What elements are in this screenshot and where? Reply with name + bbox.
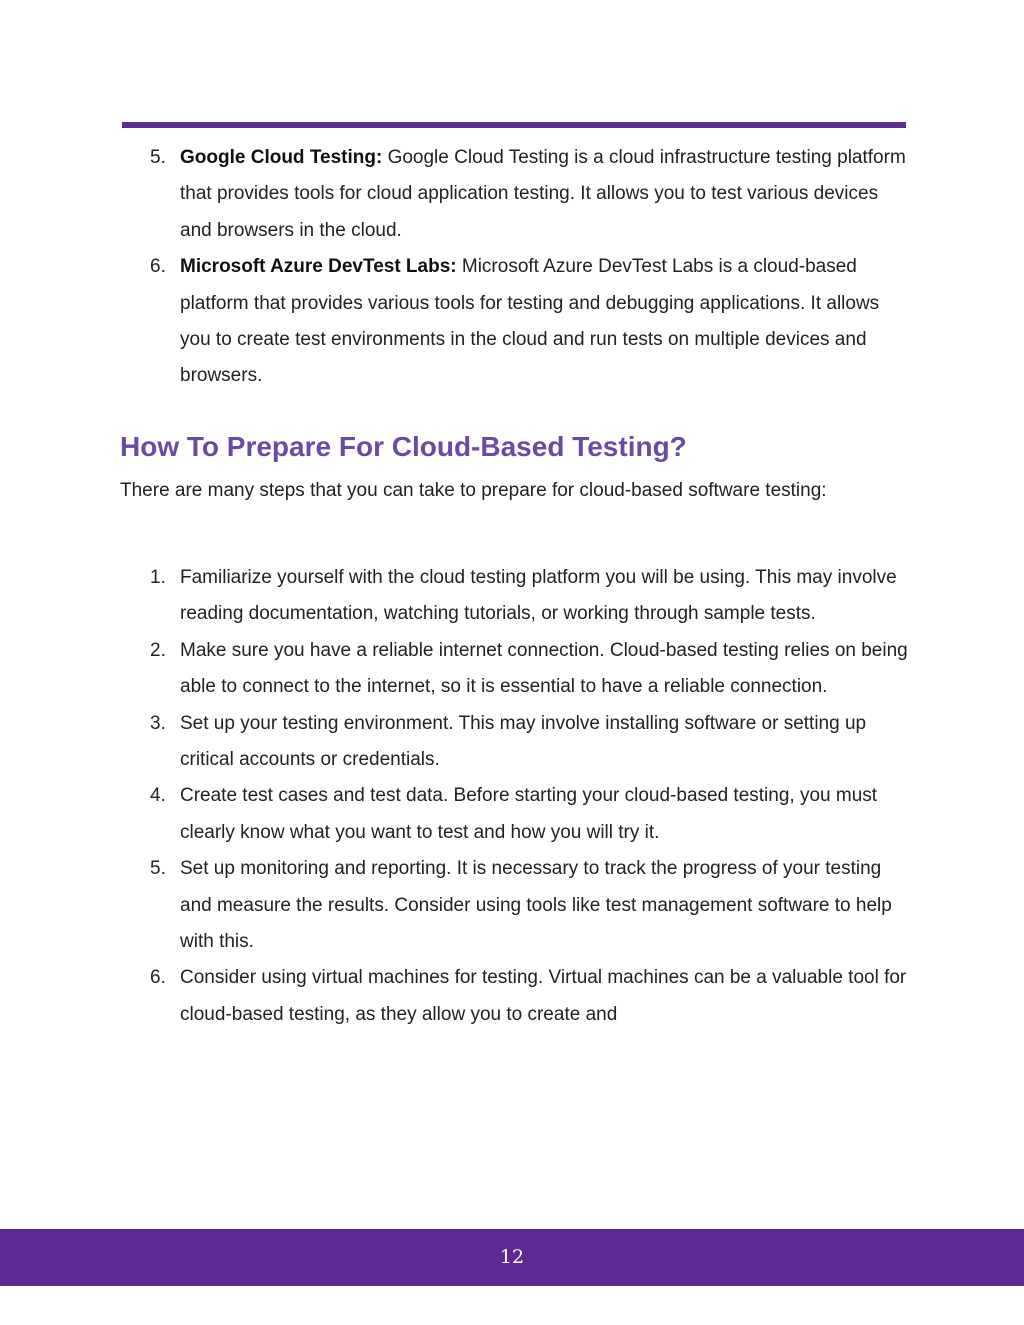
step-number: 1. bbox=[150, 567, 166, 588]
list-item-text: Microsoft Azure DevTest Labs is a cloud-based platform that provides various tools for testing and debugging applications. It allows you to create test environments in the cloud and run tests on multiple devices and browsers. bbox=[180, 256, 880, 387]
preparation-steps-list bbox=[122, 560, 912, 1033]
step-item bbox=[122, 960, 912, 1033]
list-item-number: 5. bbox=[150, 147, 166, 168]
step-text: Set up monitoring and reporting. It is necessary to track the progress of your testing and measure the results. Consider using tools like test management software to help with this. bbox=[180, 858, 892, 953]
list-item-title: Microsoft Azure DevTest Labs: bbox=[180, 256, 457, 278]
step-item bbox=[122, 706, 912, 779]
testing-tools-list bbox=[122, 140, 912, 395]
step-text: Consider using virtual machines for testing. Virtual machines can be a valuable tool for cloud-based testing, as they allow you to create and bbox=[180, 967, 907, 1025]
step-text: Set up your testing environment. This may involve installing software or setting up critical accounts or credentials. bbox=[180, 712, 867, 771]
step-item bbox=[122, 633, 912, 706]
page-number: 12 bbox=[499, 1246, 525, 1268]
step-text: Familiarize yourself with the cloud testing platform you will be using. This may involve reading documentation, watching tutorials, or working through sample tests. bbox=[180, 567, 897, 625]
step-item bbox=[122, 778, 912, 851]
step-text: Make sure you have a reliable internet connection. Cloud-based testing relies on being able to connect to the internet, so it is essential to have a reliable connection. bbox=[180, 639, 908, 698]
list-item-azure-devtest-labs bbox=[122, 249, 912, 395]
top-divider bbox=[122, 122, 906, 128]
list-item-google-cloud-testing bbox=[122, 140, 912, 249]
list-item-text: Google Cloud Testing is a cloud infrastructure testing platform that provides tools for cloud application testing. It allows you to test various devices and browsers in the cloud. bbox=[180, 147, 906, 241]
step-item bbox=[122, 851, 912, 960]
step-item bbox=[122, 560, 912, 633]
step-number: 2. bbox=[150, 639, 166, 661]
section-heading: How To Prepare For Cloud-Based Testing? bbox=[120, 431, 687, 462]
list-item-number: 6. bbox=[150, 256, 166, 278]
step-number: 4. bbox=[150, 785, 166, 807]
step-text: Create test cases and test data. Before starting your cloud-based testing, you must clearly know what you want to test and how you will try it. bbox=[180, 785, 878, 843]
step-number: 3. bbox=[150, 712, 166, 734]
section-intro: There are many steps that you can take to prepare for cloud-based software testing: bbox=[120, 480, 827, 501]
step-number: 6. bbox=[150, 967, 166, 989]
list-item-title: Google Cloud Testing: bbox=[180, 147, 383, 168]
step-number: 5. bbox=[150, 858, 166, 880]
footer-bar bbox=[0, 1229, 1024, 1286]
